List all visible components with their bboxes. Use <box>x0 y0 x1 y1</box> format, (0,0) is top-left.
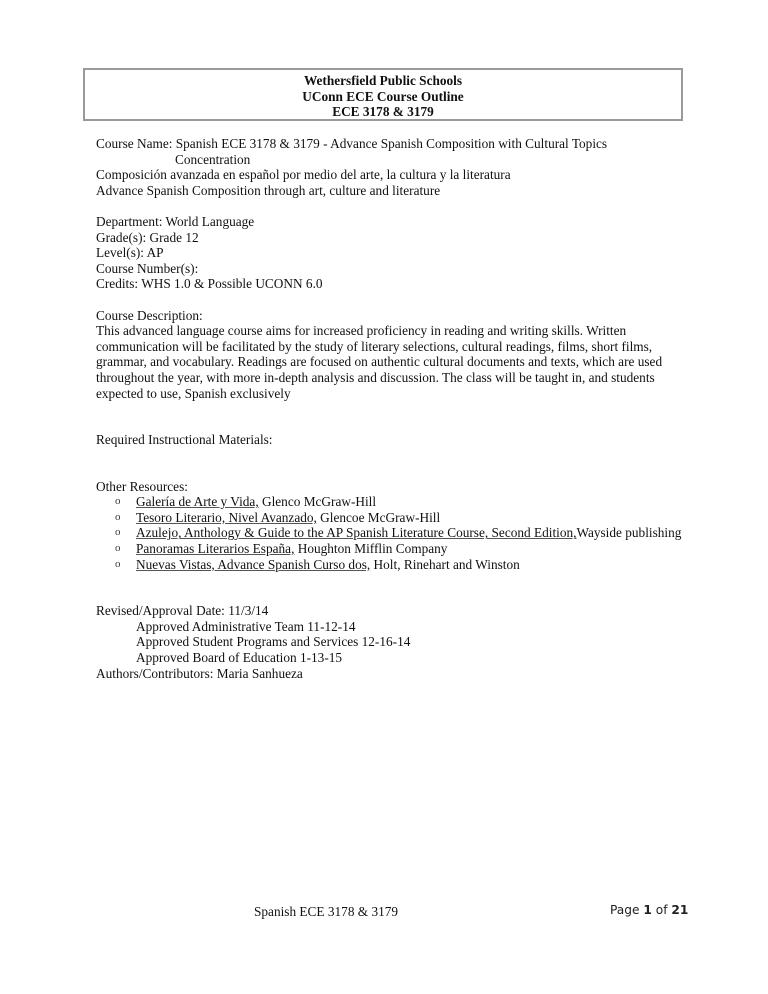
approved-board: Approved Board of Education 1-13-15 <box>136 650 343 666</box>
list-item <box>96 510 696 526</box>
resource-publisher: Glencoe McGraw-Hill <box>316 509 441 525</box>
grades: Grade(s): Grade 12 <box>96 229 199 245</box>
page-of: of <box>651 903 672 917</box>
list-item <box>96 525 696 541</box>
resource-title[interactable]: Nuevas Vistas, Advance Spanish Curso dos, <box>136 556 371 572</box>
description-text: This advanced language course aims for increased proficiency in reading and writing skills. Written communication will be facilitated by the study of literary selections, cultural readings, films, short films, grammar, and vocabulary. Readings are focused on authentic cultural documents and texts, which are used throughout the year, with more in-depth analysis and discussion. The class will be taught in, and students expected to use, Spanish exclusively <box>96 323 663 401</box>
resource-publisher: Glenco McGraw-Hill <box>258 494 377 510</box>
level: Level(s): AP <box>96 245 164 261</box>
description-heading: Course Description: <box>96 307 203 323</box>
authors: Authors/Contributors: Maria Sanhueza <box>96 665 303 681</box>
bullet-icon: o <box>115 542 121 555</box>
page-total: 21 <box>671 903 689 917</box>
page-word: Page <box>610 903 644 917</box>
course-codes: ECE 3178 & 3179 <box>332 104 434 119</box>
resource-publisher: Holt, Rinehart and Winston <box>370 556 520 572</box>
course-name-continuation: Concentration <box>175 151 251 167</box>
bullet-icon: o <box>115 557 121 570</box>
resources-list <box>96 494 696 572</box>
page-number <box>610 903 688 917</box>
bullet-icon: o <box>115 495 121 508</box>
outline-title: UConn ECE Course Outline <box>302 88 464 104</box>
approved-programs: Approved Student Programs and Services 12-16-14 <box>136 634 411 650</box>
resource-title[interactable]: Tesoro Literario, Nivel Avanzado, <box>136 509 317 525</box>
resource-title[interactable]: Panoramas Literarios España, <box>136 541 295 557</box>
course-number: Course Number(s): <box>96 260 199 276</box>
bullet-icon: o <box>115 526 121 539</box>
english-title: Advance Spanish Composition through art, culture and literature <box>96 182 441 198</box>
list-item <box>96 557 696 573</box>
course-name: Course Name: Spanish ECE 3178 & 3179 - Advance Spanish Composition with Cultural Topics <box>96 136 608 151</box>
resource-title[interactable]: Galería de Arte y Vida, <box>136 494 259 510</box>
resource-title[interactable]: Azulejo, Anthology & Guide to the AP Spanish Literature Course, Second Edition, <box>136 525 577 541</box>
credits: Credits: WHS 1.0 & Possible UCONN 6.0 <box>96 276 323 292</box>
revised-date: Revised/Approval Date: 11/3/14 <box>96 603 269 619</box>
page-current: 1 <box>643 903 652 917</box>
resource-publisher: Wayside publishing <box>576 525 682 541</box>
materials-heading: Required Instructional Materials: <box>96 432 273 448</box>
list-item <box>96 541 696 557</box>
resource-publisher: Houghton Mifflin Company <box>294 541 448 557</box>
footer-title: Spanish ECE 3178 & 3179 <box>254 904 399 919</box>
approved-admin: Approved Administrative Team 11-12-14 <box>136 618 356 634</box>
school-name: Wethersfield Public Schools <box>303 73 463 88</box>
list-item <box>96 494 696 510</box>
document-header-box <box>83 68 683 121</box>
bullet-icon: o <box>115 510 121 523</box>
spanish-title: Composición avanzada en español por medio del arte, la cultura y la literatura <box>96 167 511 183</box>
department: Department: World Language <box>96 213 255 229</box>
resources-heading: Other Resources: <box>96 478 188 494</box>
document-body <box>96 136 696 681</box>
